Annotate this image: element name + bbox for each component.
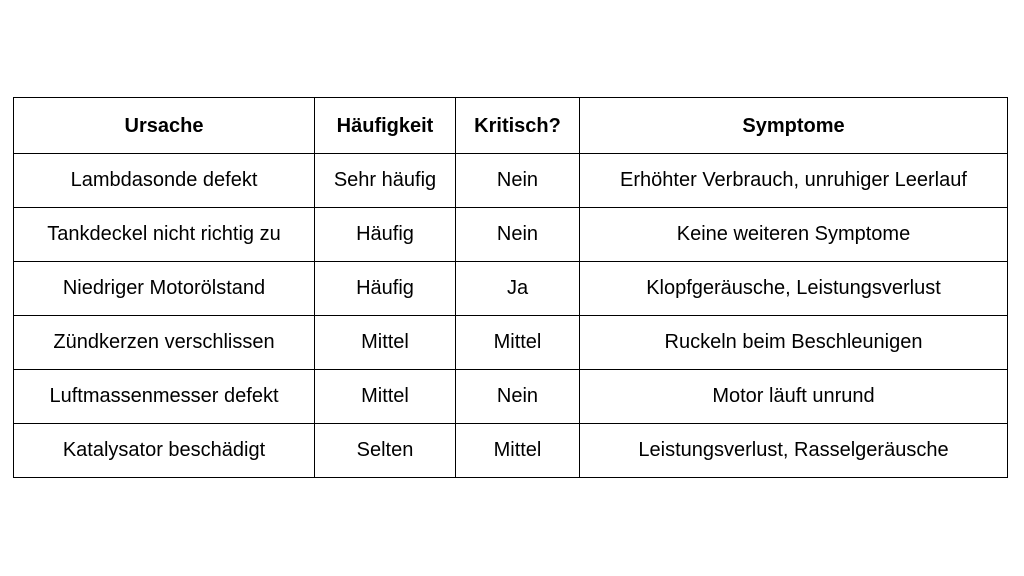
header-symptoms: Symptome — [580, 98, 1008, 154]
header-frequency: Häufigkeit — [315, 98, 456, 154]
cell-critical: Nein — [456, 154, 580, 208]
cell-critical: Ja — [456, 262, 580, 316]
cell-critical: Nein — [456, 370, 580, 424]
diagnosis-table — [13, 97, 1008, 478]
cell-frequency: Selten — [315, 424, 456, 478]
cell-symptoms: Motor läuft unrund — [580, 370, 1008, 424]
cell-frequency: Mittel — [315, 370, 456, 424]
cell-cause: Lambdasonde defekt — [14, 154, 315, 208]
cell-cause: Niedriger Motorölstand — [14, 262, 315, 316]
cell-frequency: Häufig — [315, 262, 456, 316]
table-row — [14, 424, 1008, 478]
cell-cause: Luftmassenmesser defekt — [14, 370, 315, 424]
header-cause: Ursache — [14, 98, 315, 154]
table-row — [14, 262, 1008, 316]
cell-critical: Mittel — [456, 424, 580, 478]
cell-frequency: Sehr häufig — [315, 154, 456, 208]
table-row — [14, 208, 1008, 262]
header-critical: Kritisch? — [456, 98, 580, 154]
cell-frequency: Häufig — [315, 208, 456, 262]
cell-cause: Katalysator beschädigt — [14, 424, 315, 478]
table-row — [14, 316, 1008, 370]
cell-frequency: Mittel — [315, 316, 456, 370]
cell-symptoms: Klopfgeräusche, Leistungsverlust — [580, 262, 1008, 316]
cell-symptoms: Leistungsverlust, Rasselgeräusche — [580, 424, 1008, 478]
cell-symptoms: Keine weiteren Symptome — [580, 208, 1008, 262]
cell-symptoms: Ruckeln beim Beschleunigen — [580, 316, 1008, 370]
header-row — [14, 98, 1008, 154]
cell-critical: Mittel — [456, 316, 580, 370]
table-row — [14, 370, 1008, 424]
table-row — [14, 154, 1008, 208]
cell-cause: Zündkerzen verschlissen — [14, 316, 315, 370]
cell-critical: Nein — [456, 208, 580, 262]
cell-cause: Tankdeckel nicht richtig zu — [14, 208, 315, 262]
cell-symptoms: Erhöhter Verbrauch, unruhiger Leerlauf — [580, 154, 1008, 208]
